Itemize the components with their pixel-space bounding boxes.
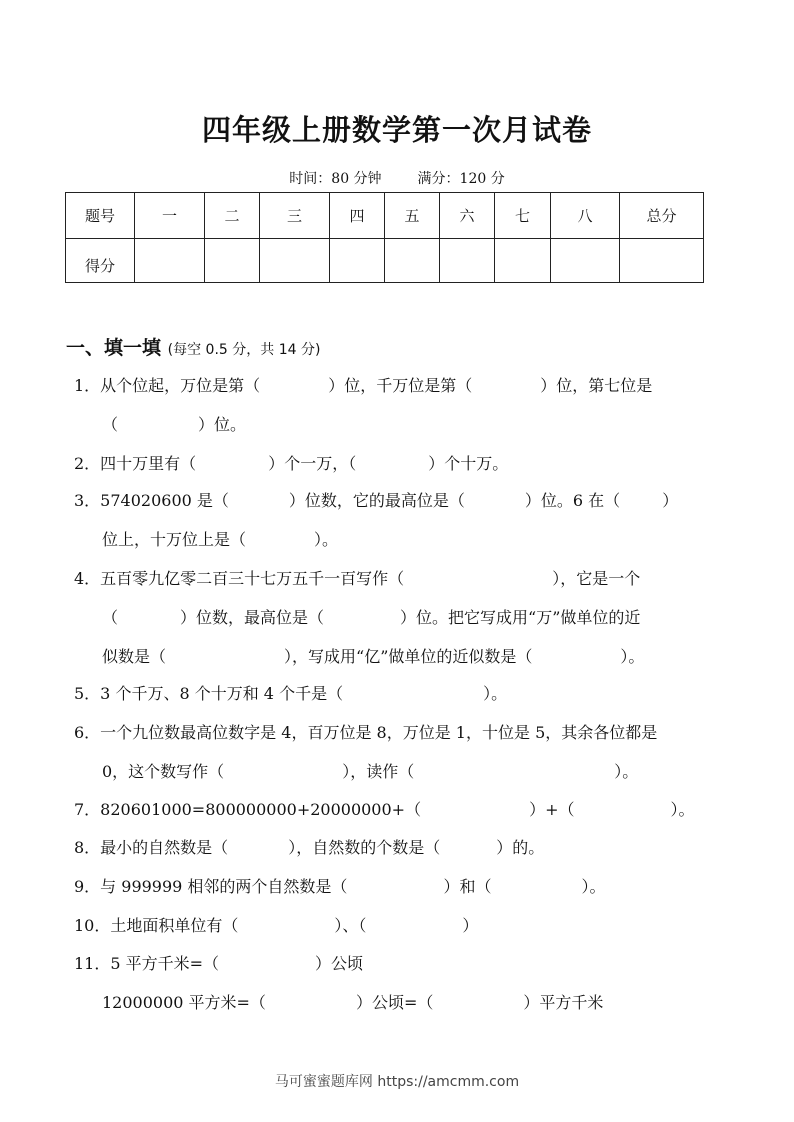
score-header-cell: 一 — [135, 193, 205, 239]
question-9 — [74, 874, 734, 897]
page-title: 四年级上册数学第一次月试卷 — [201, 113, 592, 147]
score-row-label: 得分 — [66, 239, 135, 283]
question-6 — [74, 720, 734, 743]
score-table-header-row — [66, 193, 704, 239]
question-text: 12000000 平方米=（ — [102, 993, 266, 1012]
question-text: ）。 — [314, 530, 339, 549]
question-text: ）。 — [581, 877, 606, 896]
question-text: 8．最小的自然数是（ — [74, 838, 229, 857]
question-text: ），它是一个 — [552, 569, 641, 588]
section-title: 一、填一填 — [66, 337, 162, 359]
score-cell — [495, 239, 551, 283]
question-text: 3．574020600 是（ — [74, 491, 229, 510]
question-1-cont — [102, 412, 762, 435]
question-11 — [74, 951, 734, 974]
question-text: ）和（ — [443, 877, 492, 896]
question-10 — [74, 913, 734, 936]
footer-watermark: 马可蜜蜜题库网 https://amcmm.com — [274, 1074, 520, 1090]
score-header-cell: 七 — [495, 193, 551, 239]
question-text: 10．土地面积单位有（ — [74, 916, 239, 935]
score-cell — [330, 239, 385, 283]
section-note: (每空 0.5 分，共 14 分) — [167, 342, 321, 358]
question-text: 5．3 个千万、8 个十万和 4 个千是（ — [74, 684, 344, 703]
question-text: 似数是（ — [102, 647, 167, 666]
score-header-cell: 二 — [205, 193, 260, 239]
score-header-cell: 四 — [330, 193, 385, 239]
question-text: ）。 — [670, 800, 695, 819]
question-3-cont — [102, 527, 762, 550]
score-cell — [385, 239, 440, 283]
score-header-cell: 总分 — [620, 193, 704, 239]
question-text: ）位数，它的最高位是（ — [288, 491, 465, 510]
question-text: ）位，第七位是 — [540, 376, 653, 395]
question-text: 0，这个数写作（ — [102, 762, 225, 781]
score-cell — [205, 239, 260, 283]
exam-full-score: 满分：120 分 — [417, 171, 505, 187]
score-table — [65, 192, 704, 283]
question-4 — [74, 566, 734, 589]
question-text: （ — [102, 608, 119, 627]
question-2 — [74, 451, 734, 474]
question-text: 9．与 999999 相邻的两个自然数是（ — [74, 877, 348, 896]
question-text: ）。 — [483, 684, 508, 703]
score-header-cell: 八 — [551, 193, 620, 239]
question-text: ）位。6 在（ — [524, 491, 621, 510]
question-text: 1．从个位起，万位是第（ — [74, 376, 261, 395]
question-text: ）的。 — [496, 838, 545, 857]
question-text: ）。 — [614, 762, 639, 781]
question-1 — [74, 373, 734, 396]
question-11-cont — [102, 990, 762, 1013]
question-7 — [74, 797, 734, 820]
score-cell — [135, 239, 205, 283]
exam-time: 时间：80 分钟 — [289, 171, 382, 187]
score-header-cell: 三 — [260, 193, 330, 239]
question-text: 位上，十万位上是（ — [102, 530, 247, 549]
question-text: ），读作（ — [342, 762, 415, 781]
question-4-cont-1 — [102, 605, 762, 628]
question-text: ）+（ — [529, 800, 575, 819]
question-text: ）、（ — [334, 916, 367, 935]
question-text: ）平方千米 — [523, 993, 604, 1012]
section-heading — [66, 333, 320, 360]
question-8 — [74, 835, 734, 858]
question-text: ）位数，最高位是（ — [180, 608, 325, 627]
question-text: ）。 — [620, 647, 645, 666]
question-5 — [74, 681, 734, 704]
score-table-score-row — [66, 239, 704, 283]
question-text: ）个十万。 — [428, 454, 509, 473]
question-3 — [74, 488, 734, 511]
question-text: ） — [462, 916, 479, 935]
score-cell — [440, 239, 495, 283]
question-6-cont — [102, 759, 762, 782]
question-text: 2．四十万里有（ — [74, 454, 197, 473]
question-text: 11．5 平方千米=（ — [74, 954, 220, 973]
score-header-cell: 题号 — [66, 193, 135, 239]
question-text: （ — [102, 415, 119, 434]
score-cell — [551, 239, 620, 283]
question-text: ）位。把它写成用“万”做单位的近 — [400, 608, 641, 627]
question-text: ），写成用“亿”做单位的近似数是（ — [284, 647, 533, 666]
score-cell — [260, 239, 330, 283]
score-header-cell: 五 — [385, 193, 440, 239]
score-header-cell: 六 — [440, 193, 495, 239]
question-text: 6．一个九位数最高位数字是 4，百万位是 8，万位是 1，十位是 5，其余各位都是 — [74, 723, 658, 742]
question-text: ）公顷 — [315, 954, 364, 973]
question-text: ）位。 — [198, 415, 247, 434]
question-text: ），自然数的个数是（ — [288, 838, 441, 857]
question-text: ）公顷=（ — [355, 993, 434, 1012]
exam-info — [0, 168, 794, 188]
question-text: 4．五百零九亿零二百三十七万五千一百写作（ — [74, 569, 405, 588]
score-cell — [620, 239, 704, 283]
question-text: ） — [662, 491, 679, 510]
question-text: ）个一万，（ — [268, 454, 357, 473]
question-text: 7．820601000=800000000+20000000+（ — [74, 800, 422, 819]
question-4-cont-2 — [102, 644, 762, 667]
question-text: ）位，千万位是第（ — [328, 376, 473, 395]
